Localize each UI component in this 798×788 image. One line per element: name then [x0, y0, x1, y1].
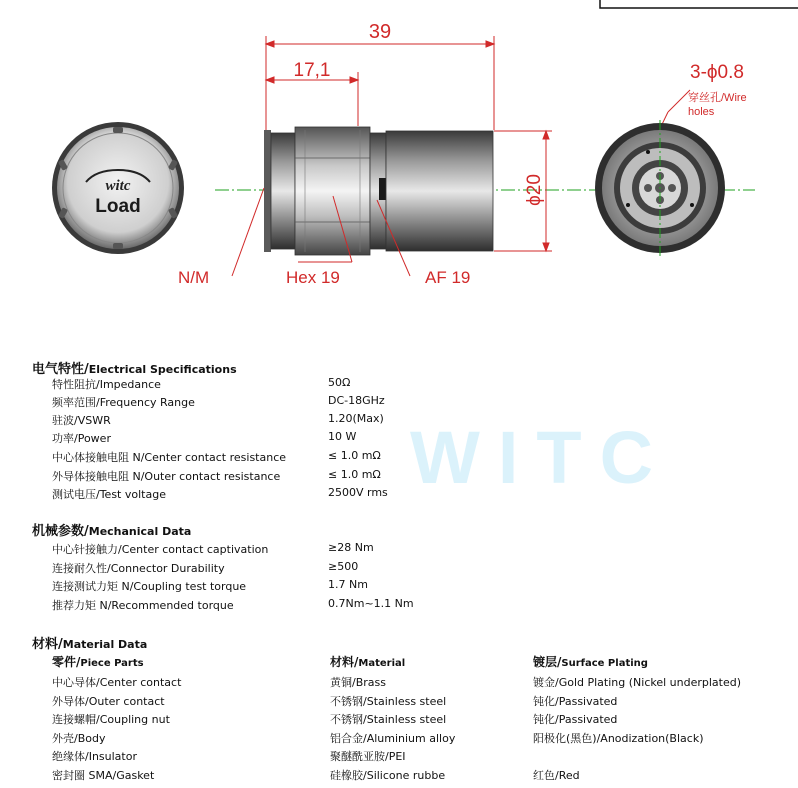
- spec-value: 0.7Nm~1.1 Nm: [328, 597, 414, 610]
- load-cap-view: [52, 122, 184, 254]
- spec-label: 频率范围/Frequency Range: [52, 396, 195, 409]
- electrical-title-cn: 电气特性/: [32, 362, 89, 377]
- material-title-en: Material Data: [62, 638, 148, 651]
- af-label: AF 19: [425, 268, 471, 287]
- header-piece-parts: [52, 653, 144, 670]
- mechanical-title-en: Mechanical Data: [88, 525, 192, 538]
- mechanical-title: [32, 520, 191, 539]
- dim-39: 39: [368, 21, 392, 43]
- spec-value: ≥500: [328, 560, 359, 573]
- spec-label: 连接测试力矩 N/Coupling test torque: [52, 580, 247, 593]
- hex-label: Hex 19: [286, 268, 340, 287]
- header-surface-plating: [533, 653, 648, 670]
- material-name: 黄铜/Brass: [330, 676, 386, 689]
- part-name: 外导体/Outer contact: [52, 695, 165, 708]
- header-material: [330, 653, 405, 670]
- spec-label: 中心体接触电阻 N/Center contact resistance: [52, 451, 287, 464]
- spec-value: 1.20(Max): [328, 412, 384, 425]
- header-cn: 材料/: [330, 655, 359, 669]
- part-name: 中心导体/Center contact: [52, 676, 182, 689]
- part-name: 外壳/Body: [52, 732, 106, 745]
- plating-name: 钝化/Passivated: [533, 713, 618, 726]
- spec-label: 连接耐久性/Connector Durability: [52, 562, 225, 575]
- holes-label: 3-ϕ0.8: [690, 62, 744, 83]
- spec-value: 50Ω: [328, 376, 351, 389]
- plating-name: 镀金/Gold Plating (Nickel underplated): [533, 676, 742, 689]
- nm-label: N/M: [178, 268, 210, 287]
- material-name: 聚醚酰亚胺/PEI: [330, 750, 406, 763]
- electrical-title: [32, 358, 237, 377]
- connector-side-view: [264, 127, 493, 255]
- spec-label: 外导体接触电阻 N/Outer contact resistance: [52, 470, 281, 483]
- header-en: Surface Plating: [561, 658, 648, 669]
- spec-value: DC-18GHz: [328, 394, 385, 407]
- mechanical-title-cn: 机械参数/: [32, 524, 89, 539]
- spec-value: 1.7 Nm: [328, 578, 368, 591]
- plating-name: 钝化/Passivated: [533, 695, 618, 708]
- part-name: 连接螺帽/Coupling nut: [52, 713, 170, 726]
- wire-holes-line2: holes: [688, 106, 715, 118]
- material-name: 铝合金/Aluminium alloy: [330, 732, 456, 745]
- spec-value: 2500V rms: [328, 486, 388, 499]
- header-cn: 零件/: [52, 655, 81, 669]
- witc-watermark: WITC: [410, 416, 672, 499]
- connector-end-view: [595, 120, 725, 258]
- material-name: 不锈钢/Stainless steel: [330, 695, 447, 708]
- dim-diameter-20: ϕ20: [524, 174, 545, 206]
- load-label: Load: [95, 196, 141, 217]
- material-title-cn: 材料/: [32, 637, 63, 652]
- spec-value: 10 W: [328, 430, 357, 443]
- material-name: 不锈钢/Stainless steel: [330, 713, 447, 726]
- material-name: 硅橡胶/Silicone rubbe: [330, 769, 446, 782]
- material-title: [32, 633, 147, 652]
- spec-label: 特性阻抗/Impedance: [52, 378, 161, 391]
- plating-name: 红色/Red: [533, 769, 580, 782]
- wire-holes-line1: 穿丝孔/Wire: [688, 92, 747, 104]
- spec-value: ≤ 1.0 mΩ: [328, 468, 381, 481]
- spec-value: ≥28 Nm: [328, 541, 374, 554]
- header-en: Material: [358, 658, 406, 669]
- part-name: 密封圈 SMA/Gasket: [52, 769, 155, 782]
- spec-label: 中心针接触力/Center contact captivation: [52, 543, 269, 556]
- header-en: Piece Parts: [80, 658, 144, 669]
- part-name: 绝缘体/Insulator: [52, 750, 137, 763]
- connector-drawing: [0, 0, 798, 330]
- frame-corner: [600, 0, 798, 8]
- spec-value: ≤ 1.0 mΩ: [328, 449, 381, 462]
- header-cn: 镀层/: [533, 655, 562, 669]
- spec-label: 功率/Power: [52, 432, 111, 445]
- electrical-title-en: Electrical Specifications: [88, 363, 237, 376]
- logo-text: witc: [105, 178, 131, 194]
- spec-label: 推荐力矩 N/Recommended torque: [52, 599, 234, 612]
- dim-17-1: 17,1: [293, 60, 331, 81]
- spec-label: 驻波/VSWR: [52, 414, 111, 427]
- plating-name: 阳极化(黑色)/Anodization(Black): [533, 732, 704, 745]
- spec-label: 测试电压/Test voltage: [52, 488, 166, 501]
